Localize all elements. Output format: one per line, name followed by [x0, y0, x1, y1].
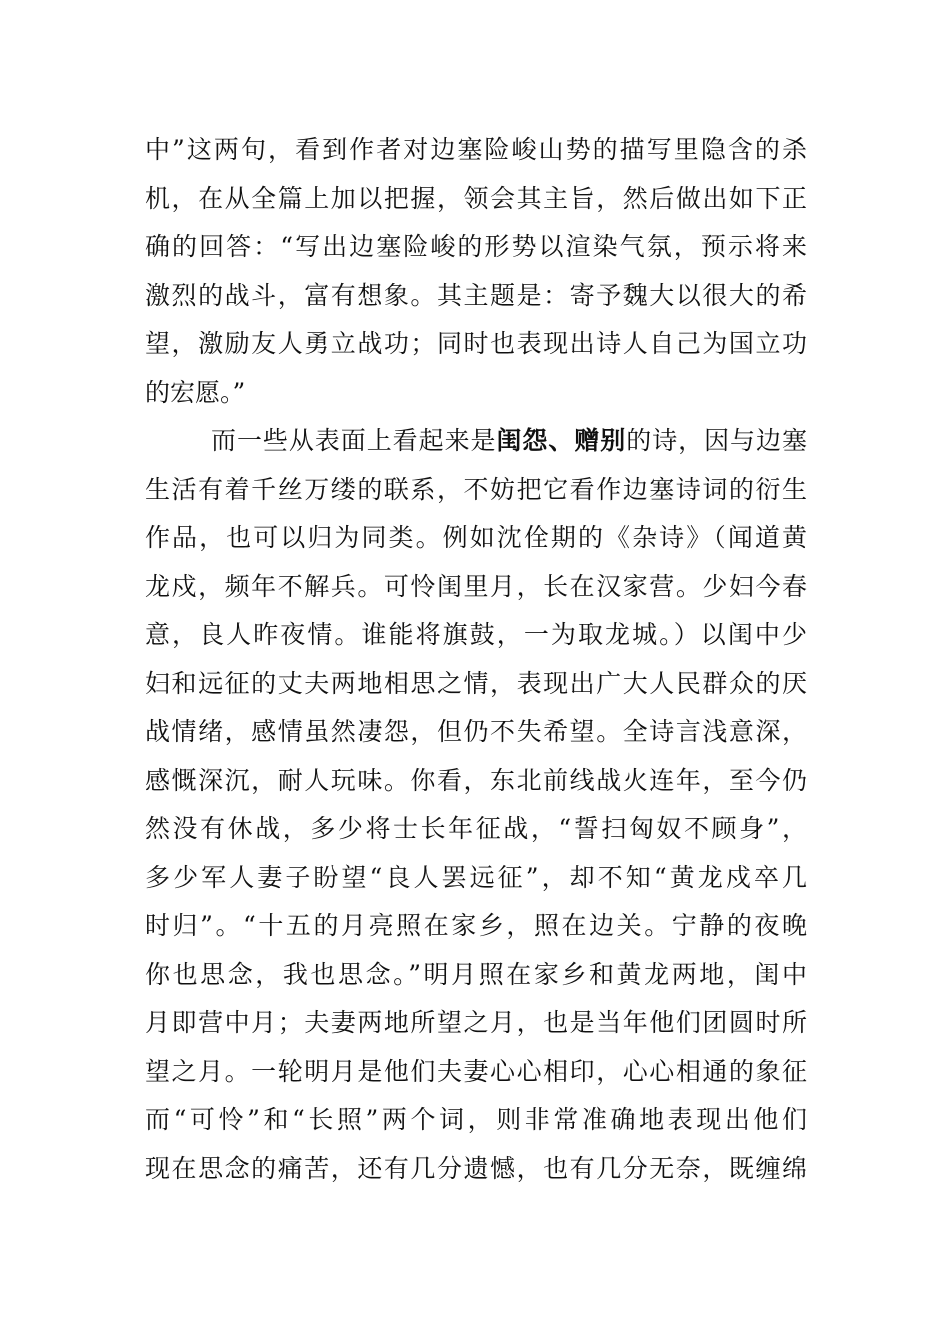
text-line: 望之月。一轮明月是他们夫妻心心相印，心心相通的象征: [145, 1056, 807, 1086]
text-run: 的诗，因与边塞: [626, 426, 807, 455]
text-line: 意，良人昨夜情。谁能将旗鼓，一为取龙城。）以闺中少: [145, 620, 807, 649]
text-line: 时归”。“十五的月亮照在家乡，照在边关。宁静的夜晚: [145, 911, 807, 940]
text-line: 月即营中月；夫妻两地所望之月，也是当年他们团圆时所: [145, 1008, 807, 1037]
text-line: 的宏愿。”: [145, 377, 246, 407]
text-line: 你也思念，我也思念。”明月照在家乡和黄龙两地，闺中: [145, 959, 807, 989]
text-run: 而一些从表面上看起来是: [211, 426, 497, 455]
text-line: 感慨深沉，耐人玩味。你看，东北前线战火连年，至今仍: [145, 765, 807, 795]
paragraph-1: [145, 126, 807, 417]
bold-term: 闺怨、赠别: [496, 426, 627, 455]
text-line: 机，在从全篇上加以把握，领会其主旨，然后做出如下正: [145, 183, 807, 213]
text-line: 战情绪，感情虽然凄怨，但仍不失希望。全诗言浅意深，: [145, 717, 807, 746]
text-line: 然没有休战，多少将士长年征战，“誓扫匈奴不顾身”，: [145, 814, 807, 843]
text-line: 望，激励友人勇立战功；同时也表现出诗人自己为国立功: [145, 329, 807, 358]
text-line: 生活有着千丝万缕的联系，不妨把它看作边塞诗词的衍生: [145, 474, 807, 504]
text-line: 多少军人妻子盼望“良人罢远征”，却不知“黄龙戍卒几: [145, 862, 807, 892]
text-line: 而“可怜”和“长照”两个词，则非常准确地表现出他们: [145, 1105, 807, 1134]
document-page: [145, 126, 807, 1193]
text-line: 龙戍，频年不解兵。可怜闺里月，长在汉家营。少妇今春: [145, 571, 807, 601]
text-line: 中”这两句，看到作者对边塞险峻山势的描写里隐含的杀: [145, 135, 807, 164]
text-line: 现在思念的痛苦，还有几分遗憾，也有几分无奈，既缠绵: [145, 1153, 807, 1183]
text-line: 激烈的战斗，富有想象。其主题是：寄予魏大以很大的希: [145, 280, 807, 310]
text-line: 妇和远征的丈夫两地相思之情，表现出广大人民群众的厌: [145, 668, 807, 698]
text-line-first: [145, 417, 807, 466]
text-line: 作品，也可以归为同类。例如沈佺期的《杂诗》（闻道黄: [145, 523, 807, 552]
text-line: 确的回答：“写出边塞险峻的形势以渲染气氛，预示将来: [145, 232, 807, 261]
paragraph-2: [145, 417, 807, 1193]
